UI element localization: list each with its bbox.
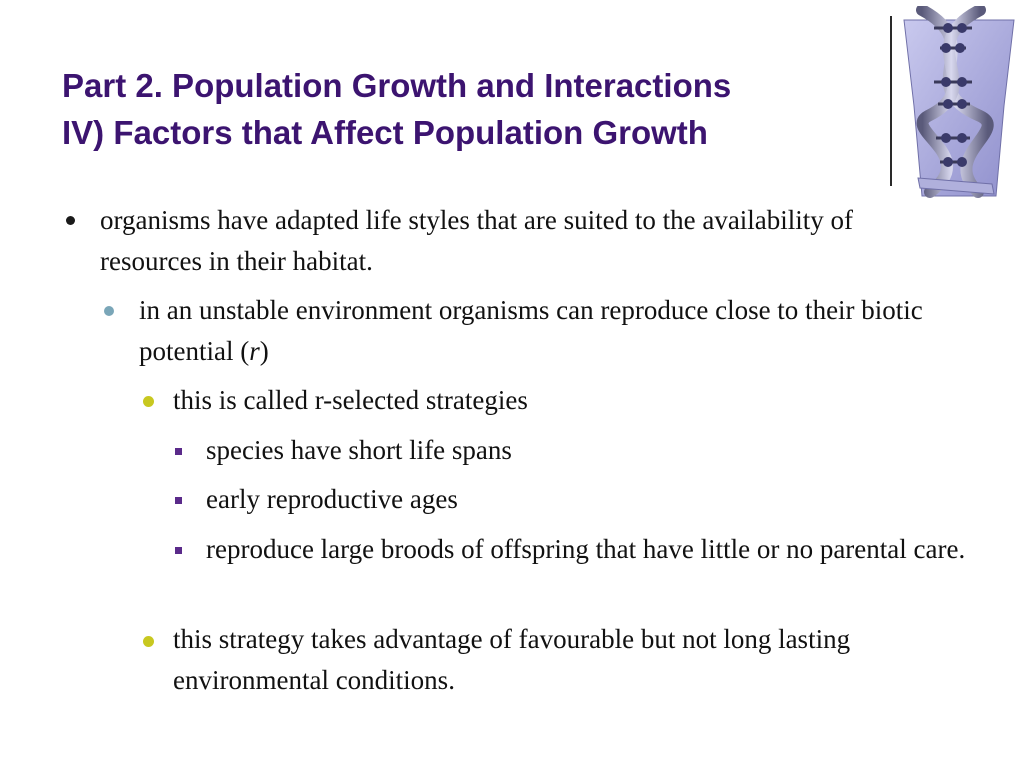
bullet-level-4 [175,497,182,504]
bullet-text: early reproductive ages [206,484,458,514]
bullet-level-4 [175,547,182,554]
bullet-level-3 [143,636,154,647]
bullet-level-1 [66,216,75,225]
bullet-text: organisms have adapted life styles that are suited to the availability of resources in their habitat. [100,205,854,276]
bullet-level-4 [175,448,182,455]
bullet-text-part: ) [259,336,269,366]
bullet-text: this is called r-selected strategies [173,385,528,415]
bullet-text-part: in an unstable environment organisms can reproduce close to their biotic potential ( [139,295,923,366]
title-line-2: IV) Factors that Affect Population Growth [62,114,708,151]
title-line-1: Part 2. Population Growth and Interactions [62,67,732,104]
bullet-text: reproduce large broods of offspring that have little or no parental care. [206,534,966,564]
bullet-level-3 [143,396,154,407]
bullet-text: species have short life spans [206,435,512,465]
bullet-text: this strategy takes advantage of favourable but not long lasting environmental conditions. [173,624,851,695]
bullet-text-italic: r [249,336,260,366]
bullet-text [139,290,939,372]
bullet-level-2 [104,306,114,316]
